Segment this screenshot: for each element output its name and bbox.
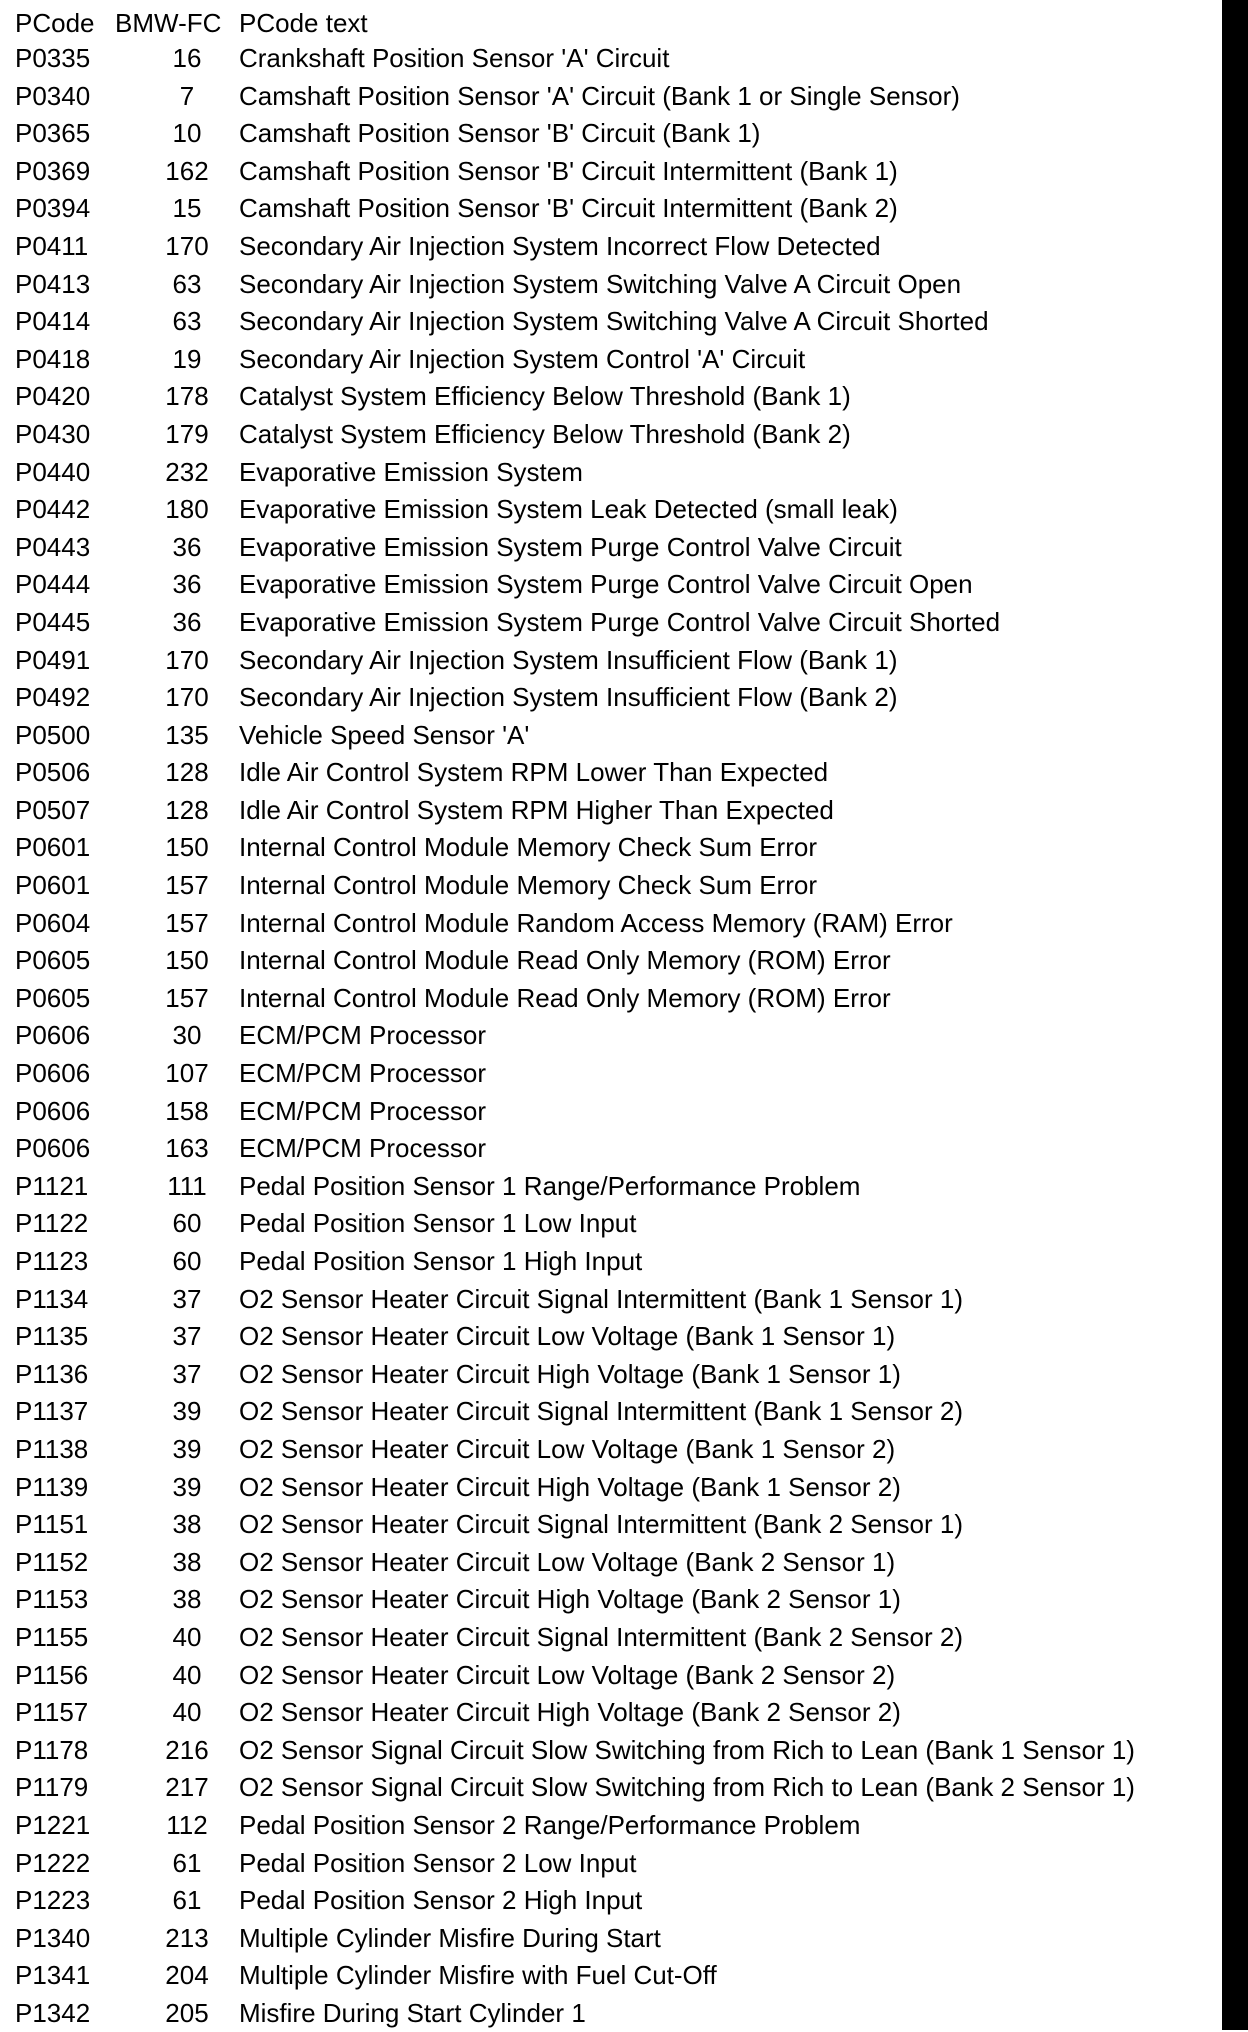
pcode-text-cell: Secondary Air Injection System Switching Valve A Circuit Shorted bbox=[239, 306, 989, 337]
pcode-text-cell: Pedal Position Sensor 2 Range/Performance Problem bbox=[239, 1809, 861, 1840]
pcode-text-cell: Evaporative Emission System bbox=[239, 456, 583, 487]
bmw-fc-cell: 38 bbox=[172, 1509, 202, 1540]
table-row bbox=[15, 566, 1215, 604]
pcode-cell: P1134 bbox=[15, 1283, 89, 1314]
pcode-text-cell: ECM/PCM Processor bbox=[239, 1058, 487, 1089]
table-row bbox=[15, 642, 1215, 680]
table-row bbox=[15, 454, 1215, 492]
pcode-text-cell: O2 Sensor Heater Circuit Low Voltage (Bank 1 Sensor 2) bbox=[239, 1433, 896, 1464]
pcode-cell: P0418 bbox=[15, 343, 91, 374]
pcode-cell: P0414 bbox=[15, 306, 91, 337]
pcode-cell: P0604 bbox=[15, 907, 91, 938]
table-row bbox=[15, 1920, 1215, 1958]
table-row bbox=[15, 1093, 1215, 1131]
bmw-fc-cell: 37 bbox=[172, 1358, 202, 1389]
table-row bbox=[15, 1845, 1215, 1883]
bmw-fc-cell: 10 bbox=[172, 118, 202, 149]
bmw-fc-cell: 15 bbox=[172, 193, 202, 224]
table-row bbox=[15, 604, 1215, 642]
table-row bbox=[15, 78, 1215, 116]
pcode-table bbox=[15, 6, 1215, 2032]
pcode-text-cell: ECM/PCM Processor bbox=[239, 1020, 487, 1051]
table-row bbox=[15, 491, 1215, 529]
table-row bbox=[15, 303, 1215, 341]
pcode-text-cell: Catalyst System Efficiency Below Threshold (Bank 2) bbox=[239, 418, 851, 449]
table-row bbox=[15, 1017, 1215, 1055]
bmw-fc-cell: 37 bbox=[172, 1283, 202, 1314]
pcode-cell: P1157 bbox=[15, 1697, 89, 1728]
table-row bbox=[15, 378, 1215, 416]
bmw-fc-cell: 216 bbox=[165, 1734, 209, 1765]
pcode-text-cell: Catalyst System Efficiency Below Threshold (Bank 1) bbox=[239, 381, 851, 412]
table-row bbox=[15, 1469, 1215, 1507]
bmw-fc-cell: 150 bbox=[165, 832, 209, 863]
table-row bbox=[15, 1243, 1215, 1281]
page-edge-bar bbox=[1222, 0, 1248, 2030]
pcode-cell: P0394 bbox=[15, 193, 91, 224]
bmw-fc-cell: 128 bbox=[165, 794, 209, 825]
table-row bbox=[15, 905, 1215, 943]
bmw-fc-cell: 213 bbox=[165, 1922, 209, 1953]
pcode-text-cell: O2 Sensor Signal Circuit Slow Switching from Rich to Lean (Bank 1 Sensor 1) bbox=[239, 1734, 1135, 1765]
table-row bbox=[15, 228, 1215, 266]
pcode-text-cell: O2 Sensor Heater Circuit Signal Intermittent (Bank 2 Sensor 2) bbox=[239, 1621, 963, 1652]
pcode-text-cell: Pedal Position Sensor 2 Low Input bbox=[239, 1847, 637, 1878]
table-row bbox=[15, 1769, 1215, 1807]
pcode-text-cell: Evaporative Emission System Purge Control Valve Circuit bbox=[239, 531, 902, 562]
pcode-cell: P0369 bbox=[15, 155, 91, 186]
table-row bbox=[15, 1694, 1215, 1732]
pcode-text-cell: Evaporative Emission System Leak Detected (small leak) bbox=[239, 494, 898, 525]
pcode-cell: P0413 bbox=[15, 268, 91, 299]
bmw-fc-cell: 63 bbox=[172, 306, 202, 337]
bmw-fc-cell: 61 bbox=[172, 1885, 202, 1916]
pcode-text-cell: Internal Control Module Memory Check Sum Error bbox=[239, 870, 817, 901]
pcode-cell: P0443 bbox=[15, 531, 91, 562]
bmw-fc-cell: 157 bbox=[165, 982, 209, 1013]
table-row bbox=[15, 792, 1215, 830]
table-row bbox=[15, 1506, 1215, 1544]
table-row bbox=[15, 829, 1215, 867]
pcode-text-cell: Camshaft Position Sensor 'B' Circuit Intermittent (Bank 1) bbox=[239, 155, 898, 186]
pcode-cell: P0506 bbox=[15, 757, 91, 788]
table-row bbox=[15, 867, 1215, 905]
pcode-cell: P0440 bbox=[15, 456, 91, 487]
pcode-cell: P1138 bbox=[15, 1433, 89, 1464]
pcode-cell: P1139 bbox=[15, 1471, 89, 1502]
table-row bbox=[15, 266, 1215, 304]
table-row bbox=[15, 717, 1215, 755]
table-row bbox=[15, 190, 1215, 228]
pcode-text-cell: Vehicle Speed Sensor 'A' bbox=[239, 719, 530, 750]
table-row bbox=[15, 416, 1215, 454]
bmw-fc-cell: 232 bbox=[165, 456, 209, 487]
table-row bbox=[15, 1356, 1215, 1394]
table-row bbox=[15, 1431, 1215, 1469]
table-row bbox=[15, 942, 1215, 980]
table-row bbox=[15, 1205, 1215, 1243]
pcode-cell: P1341 bbox=[15, 1960, 91, 1991]
pcode-cell: P0444 bbox=[15, 569, 91, 600]
table-row bbox=[15, 679, 1215, 717]
bmw-fc-cell: 205 bbox=[165, 1997, 209, 2028]
pcode-cell: P0606 bbox=[15, 1020, 91, 1051]
pcode-text-cell: O2 Sensor Heater Circuit Signal Intermittent (Bank 1 Sensor 2) bbox=[239, 1396, 963, 1427]
pcode-text-cell: ECM/PCM Processor bbox=[239, 1095, 487, 1126]
pcode-text-cell: ECM/PCM Processor bbox=[239, 1133, 487, 1164]
pcode-cell: P0507 bbox=[15, 794, 91, 825]
bmw-fc-cell: 157 bbox=[165, 907, 209, 938]
table-header bbox=[15, 6, 1215, 40]
pcode-text-cell: O2 Sensor Signal Circuit Slow Switching from Rich to Lean (Bank 2 Sensor 1) bbox=[239, 1772, 1135, 1803]
bmw-fc-cell: 204 bbox=[165, 1960, 209, 1991]
bmw-fc-cell: 180 bbox=[165, 494, 209, 525]
pcode-cell: P0411 bbox=[15, 230, 89, 261]
bmw-fc-cell: 38 bbox=[172, 1546, 202, 1577]
table-row bbox=[15, 1995, 1215, 2032]
pcode-text-cell: Secondary Air Injection System Incorrect Flow Detected bbox=[239, 230, 881, 261]
pcode-text-cell: Internal Control Module Read Only Memory (ROM) Error bbox=[239, 945, 891, 976]
bmw-fc-cell: 135 bbox=[165, 719, 209, 750]
pcode-cell: P0606 bbox=[15, 1133, 91, 1164]
pcode-text-cell: Camshaft Position Sensor 'B' Circuit Intermittent (Bank 2) bbox=[239, 193, 898, 224]
bmw-fc-cell: 157 bbox=[165, 870, 209, 901]
bmw-fc-cell: 111 bbox=[167, 1170, 207, 1201]
bmw-fc-cell: 179 bbox=[165, 418, 209, 449]
bmw-fc-cell: 38 bbox=[172, 1584, 202, 1615]
pcode-text-cell: O2 Sensor Heater Circuit High Voltage (Bank 1 Sensor 2) bbox=[239, 1471, 901, 1502]
pcode-text-cell: Evaporative Emission System Purge Control Valve Circuit Open bbox=[239, 569, 973, 600]
pcode-cell: P1221 bbox=[15, 1809, 91, 1840]
pcode-cell: P0606 bbox=[15, 1058, 91, 1089]
table-row bbox=[15, 341, 1215, 379]
table-row bbox=[15, 1657, 1215, 1695]
table-row bbox=[15, 1957, 1215, 1995]
table-row bbox=[15, 1055, 1215, 1093]
pcode-cell: P1135 bbox=[15, 1321, 89, 1352]
pcode-text-cell: Internal Control Module Memory Check Sum Error bbox=[239, 832, 817, 863]
table-row bbox=[15, 1882, 1215, 1920]
pcode-text-cell: Secondary Air Injection System Insufficient Flow (Bank 2) bbox=[239, 682, 898, 713]
pcode-cell: P1179 bbox=[15, 1772, 89, 1803]
pcode-text-cell: Pedal Position Sensor 2 High Input bbox=[239, 1885, 643, 1916]
table-row bbox=[15, 1318, 1215, 1356]
pcode-cell: P0335 bbox=[15, 43, 91, 73]
pcode-cell: P1155 bbox=[15, 1621, 89, 1652]
table-row bbox=[15, 1544, 1215, 1582]
pcode-text-cell: Multiple Cylinder Misfire During Start bbox=[239, 1922, 661, 1953]
header-pcode-text: PCode text bbox=[239, 8, 368, 38]
pcode-text-cell: Evaporative Emission System Purge Control Valve Circuit Shorted bbox=[239, 606, 1001, 637]
pcode-cell: P1152 bbox=[15, 1546, 89, 1577]
pcode-cell: P0605 bbox=[15, 982, 91, 1013]
bmw-fc-cell: 30 bbox=[172, 1020, 202, 1051]
bmw-fc-cell: 36 bbox=[172, 606, 202, 637]
pcode-text-cell: Pedal Position Sensor 1 Low Input bbox=[239, 1208, 637, 1239]
bmw-fc-cell: 128 bbox=[165, 757, 209, 788]
table-row bbox=[15, 1281, 1215, 1319]
table-row bbox=[15, 754, 1215, 792]
bmw-fc-cell: 36 bbox=[172, 569, 202, 600]
bmw-fc-cell: 217 bbox=[165, 1772, 209, 1803]
table-row bbox=[15, 1807, 1215, 1845]
bmw-fc-cell: 107 bbox=[165, 1058, 209, 1089]
pcode-cell: P1340 bbox=[15, 1922, 91, 1953]
pcode-cell: P0500 bbox=[15, 719, 91, 750]
pcode-text-cell: O2 Sensor Heater Circuit Low Voltage (Bank 2 Sensor 1) bbox=[239, 1546, 896, 1577]
pcode-text-cell: O2 Sensor Heater Circuit High Voltage (Bank 2 Sensor 2) bbox=[239, 1697, 901, 1728]
bmw-fc-cell: 7 bbox=[179, 80, 195, 111]
table-body bbox=[15, 40, 1215, 2032]
bmw-fc-cell: 39 bbox=[172, 1396, 202, 1427]
pcode-text-cell: O2 Sensor Heater Circuit High Voltage (Bank 1 Sensor 1) bbox=[239, 1358, 901, 1389]
pcode-text-cell: Multiple Cylinder Misfire with Fuel Cut-Off bbox=[239, 1960, 717, 1991]
bmw-fc-cell: 170 bbox=[165, 230, 209, 261]
pcode-cell: P1122 bbox=[15, 1208, 89, 1239]
table-row bbox=[15, 1619, 1215, 1657]
bmw-fc-cell: 37 bbox=[172, 1321, 202, 1352]
pcode-cell: P1136 bbox=[15, 1358, 89, 1389]
table-row bbox=[15, 980, 1215, 1018]
bmw-fc-cell: 39 bbox=[172, 1433, 202, 1464]
pcode-cell: P1151 bbox=[15, 1509, 89, 1540]
pcode-cell: P0601 bbox=[15, 832, 91, 863]
pcode-cell: P0445 bbox=[15, 606, 91, 637]
pcode-text-cell: Idle Air Control System RPM Lower Than Expected bbox=[239, 757, 829, 788]
pcode-text-cell: O2 Sensor Heater Circuit Low Voltage (Bank 1 Sensor 1) bbox=[239, 1321, 896, 1352]
bmw-fc-cell: 63 bbox=[172, 268, 202, 299]
pcode-cell: P0492 bbox=[15, 682, 91, 713]
table-row bbox=[15, 1732, 1215, 1770]
pcode-text-cell: Camshaft Position Sensor 'B' Circuit (Bank 1) bbox=[239, 118, 761, 149]
bmw-fc-cell: 163 bbox=[165, 1133, 209, 1164]
bmw-fc-cell: 112 bbox=[166, 1809, 208, 1840]
bmw-fc-cell: 16 bbox=[172, 43, 202, 73]
pcode-cell: P0442 bbox=[15, 494, 91, 525]
pcode-text-cell: O2 Sensor Heater Circuit Signal Intermittent (Bank 2 Sensor 1) bbox=[239, 1509, 963, 1540]
table-row bbox=[15, 115, 1215, 153]
pcode-cell: P1123 bbox=[15, 1246, 89, 1276]
bmw-fc-cell: 170 bbox=[165, 644, 209, 675]
table-row bbox=[15, 40, 1215, 78]
bmw-fc-cell: 40 bbox=[172, 1659, 202, 1690]
header-pcode: PCode bbox=[15, 8, 95, 38]
pcode-cell: P1156 bbox=[15, 1659, 89, 1690]
bmw-fc-cell: 39 bbox=[172, 1471, 202, 1502]
pcode-text-cell: Crankshaft Position Sensor 'A' Circuit bbox=[239, 43, 670, 73]
pcode-text-cell: Secondary Air Injection System Switching Valve A Circuit Open bbox=[239, 268, 962, 299]
pcode-text-cell: Internal Control Module Read Only Memory (ROM) Error bbox=[239, 982, 891, 1013]
pcode-cell: P1178 bbox=[15, 1734, 89, 1765]
bmw-fc-cell: 60 bbox=[172, 1246, 202, 1276]
pcode-cell: P0340 bbox=[15, 80, 91, 111]
table-row bbox=[15, 1130, 1215, 1168]
pcode-cell: P1121 bbox=[15, 1170, 89, 1201]
bmw-fc-cell: 150 bbox=[165, 945, 209, 976]
table-row bbox=[15, 1581, 1215, 1619]
bmw-fc-cell: 158 bbox=[165, 1095, 209, 1126]
pcode-text-cell: Idle Air Control System RPM Higher Than Expected bbox=[239, 794, 834, 825]
bmw-fc-cell: 19 bbox=[172, 343, 202, 374]
table-row bbox=[15, 153, 1215, 191]
pcode-text-cell: Misfire During Start Cylinder 1 bbox=[239, 1997, 586, 2028]
pcode-text-cell: O2 Sensor Heater Circuit Signal Intermittent (Bank 1 Sensor 1) bbox=[239, 1283, 963, 1314]
pcode-cell: P0420 bbox=[15, 381, 91, 412]
bmw-fc-cell: 170 bbox=[165, 682, 209, 713]
pcode-cell: P1153 bbox=[15, 1584, 89, 1615]
bmw-fc-cell: 60 bbox=[172, 1208, 202, 1239]
pcode-text-cell: Internal Control Module Random Access Memory (RAM) Error bbox=[239, 907, 953, 938]
bmw-fc-cell: 40 bbox=[172, 1621, 202, 1652]
bmw-fc-cell: 40 bbox=[172, 1697, 202, 1728]
table-row bbox=[15, 1393, 1215, 1431]
bmw-fc-cell: 178 bbox=[165, 381, 209, 412]
pcode-cell: P0365 bbox=[15, 118, 91, 149]
pcode-cell: P1342 bbox=[15, 1997, 91, 2028]
pcode-cell: P0606 bbox=[15, 1095, 91, 1126]
pcode-text-cell: Secondary Air Injection System Insufficient Flow (Bank 1) bbox=[239, 644, 898, 675]
pcode-text-cell: Camshaft Position Sensor 'A' Circuit (Bank 1 or Single Sensor) bbox=[239, 80, 960, 111]
pcode-cell: P1223 bbox=[15, 1885, 91, 1916]
bmw-fc-cell: 36 bbox=[172, 531, 202, 562]
pcode-cell: P1222 bbox=[15, 1847, 91, 1878]
pcode-text-cell: Secondary Air Injection System Control 'A' Circuit bbox=[239, 343, 806, 374]
pcode-text-cell: Pedal Position Sensor 1 Range/Performance Problem bbox=[239, 1170, 861, 1201]
pcode-cell: P0430 bbox=[15, 418, 91, 449]
pcode-text-cell: O2 Sensor Heater Circuit High Voltage (Bank 2 Sensor 1) bbox=[239, 1584, 901, 1615]
pcode-text-cell: O2 Sensor Heater Circuit Low Voltage (Bank 2 Sensor 2) bbox=[239, 1659, 896, 1690]
pcode-cell: P0601 bbox=[15, 870, 91, 901]
header-bmw-fc: BMW-FC bbox=[115, 8, 222, 38]
table-row bbox=[15, 529, 1215, 567]
bmw-fc-cell: 162 bbox=[165, 155, 209, 186]
table-row bbox=[15, 1168, 1215, 1206]
bmw-fc-cell: 61 bbox=[172, 1847, 202, 1878]
pcode-cell: P0491 bbox=[15, 644, 91, 675]
pcode-cell: P0605 bbox=[15, 945, 91, 976]
pcode-text-cell: Pedal Position Sensor 1 High Input bbox=[239, 1246, 643, 1276]
pcode-cell: P1137 bbox=[15, 1396, 89, 1427]
